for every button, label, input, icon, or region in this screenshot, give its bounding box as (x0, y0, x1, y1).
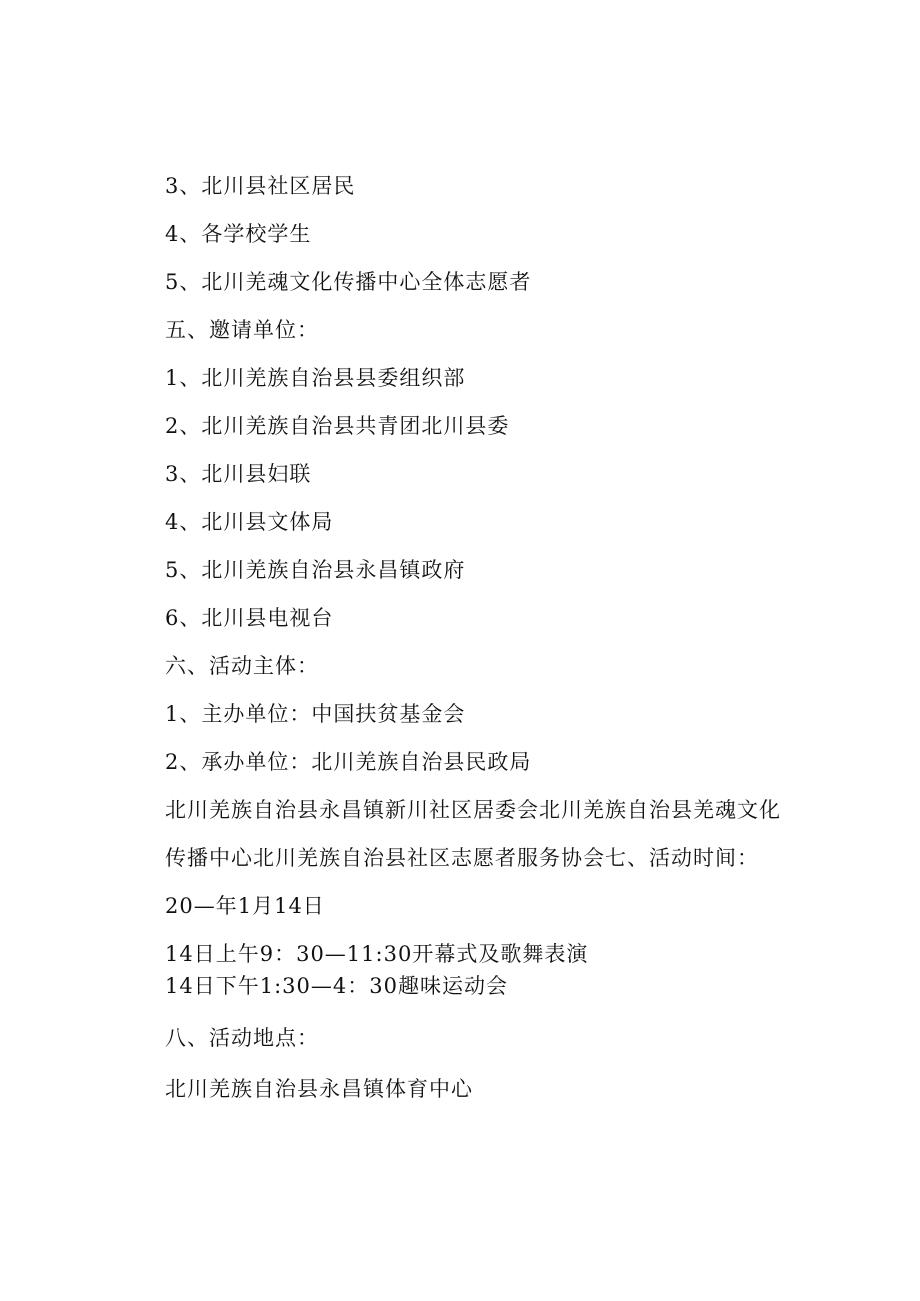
text-line: 3、北川县妇联 (165, 462, 312, 486)
text-line: 14日上午9：30—11:30开幕式及歌舞表演 (165, 942, 589, 966)
text-line: 1、主办单位：中国扶贫基金会 (165, 702, 466, 726)
text-line: 2、北川羌族自治县共青团北川县委 (165, 414, 510, 438)
text-line: 14日下午1:30—4：30趣味运动会 (165, 974, 508, 998)
text-line: 2、承办单位：北川羌族自治县民政局 (165, 750, 532, 774)
text-line: 5、北川羌族自治县永昌镇政府 (165, 558, 466, 582)
text-line: 20—年1月14日 (165, 894, 325, 918)
text-line: 北川羌族自治县永昌镇新川社区居委会北川羌族自治县羌魂文化 (165, 798, 781, 822)
text-line: 传播中心北川羌族自治县社区志愿者服务协会七、活动时间： (165, 846, 759, 870)
text-line: 北川羌族自治县永昌镇体育中心 (165, 1077, 473, 1101)
section-heading: 六、活动主体： (165, 654, 319, 678)
text-line: 4、北川县文体局 (165, 510, 334, 534)
text-line: 1、北川羌族自治县县委组织部 (165, 366, 466, 390)
section-heading: 八、活动地点： (165, 1026, 319, 1050)
text-line: 3、北川县社区居民 (165, 174, 356, 198)
section-heading: 五、邀请单位： (165, 318, 319, 342)
text-line: 5、北川羌魂文化传播中心全体志愿者 (165, 270, 532, 294)
text-line: 6、北川县电视台 (165, 606, 334, 630)
text-line: 4、各学校学生 (165, 222, 312, 246)
